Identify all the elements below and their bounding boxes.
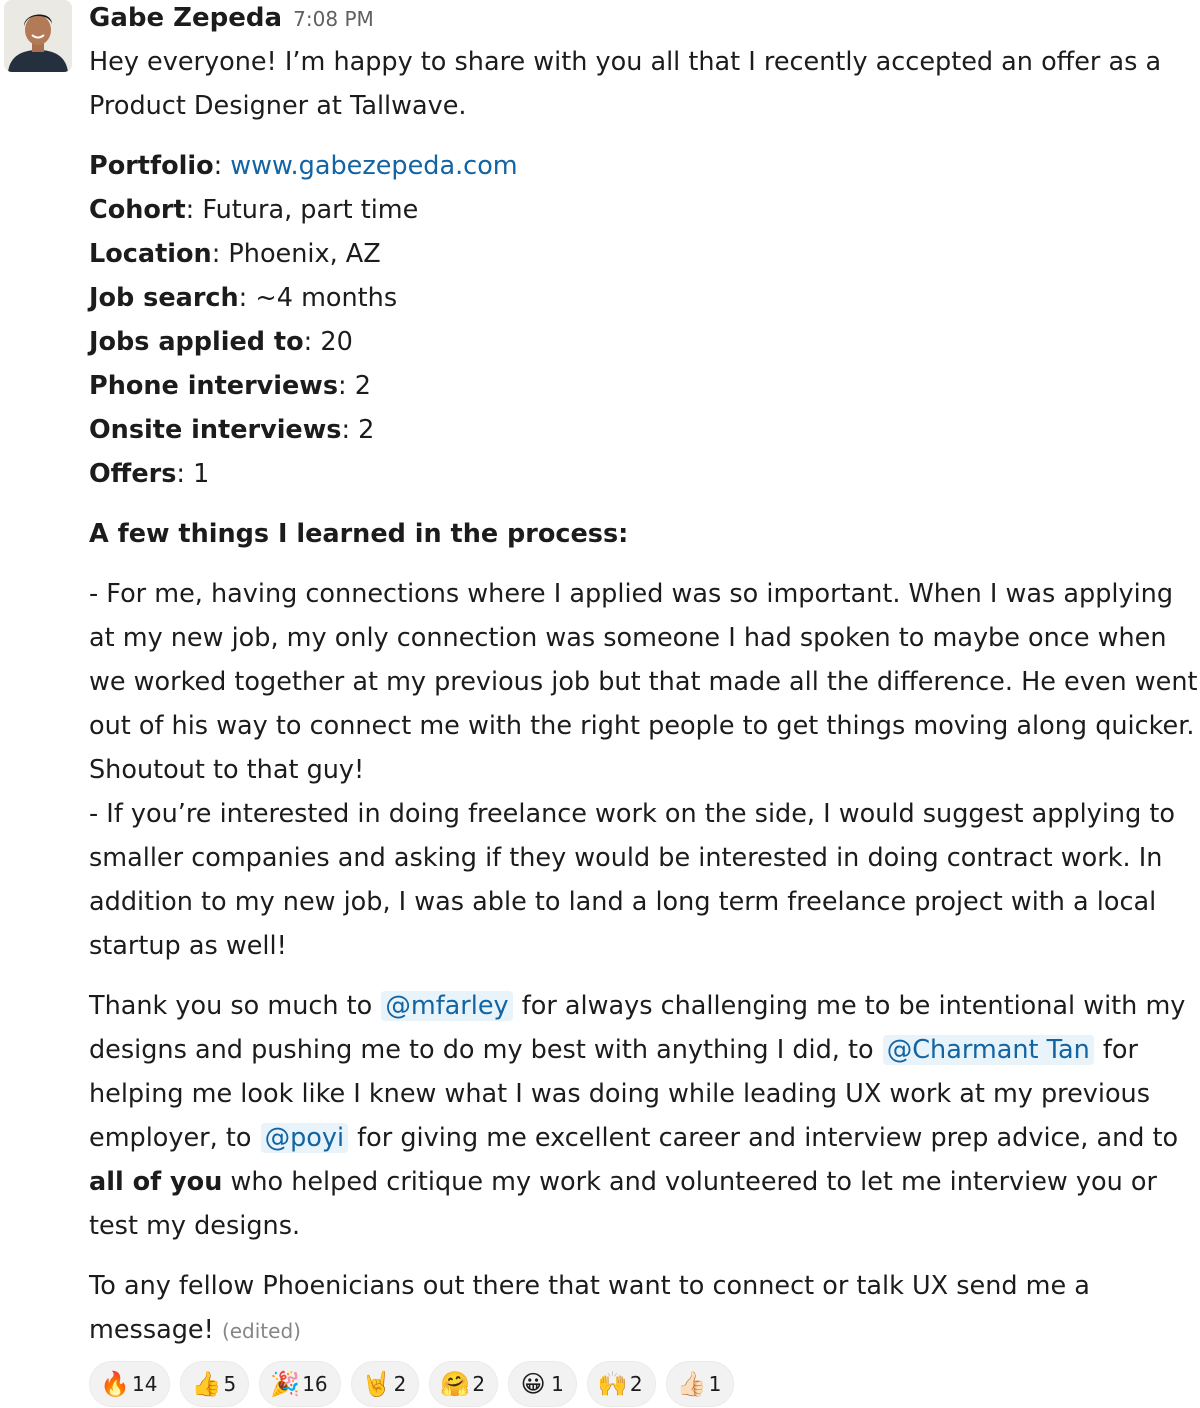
stat-value: Futura, part time	[202, 195, 419, 225]
hugging-face-icon: 🤗	[440, 1370, 471, 1398]
reaction-count: 2	[472, 1372, 486, 1396]
portfolio-link[interactable]: www.gabezepeda.com	[230, 151, 518, 181]
stat-row: Phone interviews: 2	[89, 371, 371, 401]
reaction-count: 2	[629, 1372, 643, 1396]
edited-label: (edited)	[221, 1319, 301, 1343]
stat-label: Location	[89, 239, 212, 269]
stats-list	[89, 144, 1199, 496]
reaction-count: 1	[708, 1372, 722, 1396]
thanks-text: for helping me look like I knew what I was doing while leading UX work at my previous employer, to	[89, 1035, 1151, 1153]
thanks-text: Thank you so much to	[89, 991, 373, 1021]
stat-row: Job search: ~4 months	[89, 283, 398, 313]
mention-charmant-tan[interactable]: @Charmant Tan	[883, 1035, 1094, 1065]
reaction-rock-on[interactable]	[351, 1361, 420, 1407]
stat-label: Jobs applied to	[89, 327, 304, 357]
thumbs-up-light-icon: 👍🏻	[676, 1370, 707, 1398]
thanks-text: who helped critique my work and volunteered to let me interview you or test my designs.	[89, 1167, 1157, 1241]
rock-on-icon: 🤘	[361, 1370, 392, 1398]
thanks-text: for always challenging me to be intentional with my designs and pushing me to do my best with anything I did, to	[89, 991, 1186, 1065]
stat-value: 2	[354, 371, 371, 401]
mention-poyi[interactable]: @poyi	[261, 1123, 348, 1153]
fire-icon: 🔥	[100, 1370, 130, 1398]
grinning-face-icon: 😀	[520, 1370, 546, 1398]
reactions-bar	[89, 1361, 734, 1407]
stat-row: Jobs applied to: 20	[89, 327, 353, 357]
reaction-count: 5	[223, 1372, 237, 1396]
stat-label: Cohort	[89, 195, 186, 225]
stat-label: Phone interviews	[89, 371, 339, 401]
raising-hands-icon: 🙌	[597, 1370, 628, 1398]
stat-label: Portfolio	[89, 151, 214, 181]
stat-label: Offers	[89, 459, 177, 489]
reaction-fire[interactable]	[89, 1361, 170, 1407]
list-item: - If you’re interested in doing freelance work on the side, I would suggest applying to smaller companies and asking if they would be interested in doing contract work. In addition to my new job, I was able to land a long term freelance project with a local startup as well!	[89, 799, 1175, 961]
reaction-grin[interactable]	[508, 1361, 577, 1407]
stat-value: 20	[320, 327, 353, 357]
stat-value: 1	[193, 459, 210, 489]
reaction-party[interactable]	[259, 1361, 340, 1407]
message-header	[89, 0, 1199, 36]
intro-paragraph: Hey everyone! I’m happy to share with you all that I recently accepted an offer as a Product Designer at Tallwave.	[89, 47, 1162, 121]
list-item: - For me, having connections where I applied was so important. When I was applying at my new job, my only connection was someone I had spoken to maybe once when we worked together at my previous job but that made all the difference. He even went out of his way to connect me with the right people to get things moving along quicker. Shoutout to that guy!	[89, 579, 1198, 785]
stat-value: Phoenix, AZ	[228, 239, 381, 269]
thanks-bold: all of you	[89, 1167, 223, 1197]
avatar[interactable]	[4, 0, 72, 72]
closing-paragraph	[89, 1264, 1199, 1353]
stat-value: ~4 months	[255, 283, 398, 313]
reaction-thumbs-up-light[interactable]	[666, 1361, 735, 1407]
thanks-paragraph	[89, 984, 1199, 1248]
message-content	[89, 0, 1199, 1353]
reaction-count: 16	[302, 1372, 328, 1396]
stat-label: Onsite interviews	[89, 415, 342, 445]
reaction-count: 2	[393, 1372, 407, 1396]
avatar-photo	[4, 0, 72, 72]
reaction-count: 1	[551, 1372, 564, 1396]
mention-mfarley[interactable]: @mfarley	[381, 991, 512, 1021]
reaction-thumbs-up[interactable]	[180, 1361, 249, 1407]
stat-row: Location: Phoenix, AZ	[89, 239, 381, 269]
stat-row: Cohort: Futura, part time	[89, 195, 419, 225]
stat-label: Job search	[89, 283, 239, 313]
reaction-hug[interactable]	[429, 1361, 498, 1407]
stat-value: 2	[358, 415, 375, 445]
thumbs-up-icon: 👍	[191, 1370, 222, 1398]
timestamp[interactable]: 7:08 PM	[293, 7, 374, 31]
closing-text: To any fellow Phoenicians out there that want to connect or talk UX send me a message!	[89, 1271, 1090, 1345]
lessons-list	[89, 572, 1199, 968]
stat-row: Onsite interviews: 2	[89, 415, 375, 445]
stat-row: Offers: 1	[89, 459, 210, 489]
thanks-text: for giving me excellent career and interview prep advice, and to	[357, 1123, 1179, 1153]
reaction-raising-hands[interactable]	[587, 1361, 656, 1407]
sender-name[interactable]: Gabe Zepeda	[89, 3, 283, 33]
stat-row: Portfolio: www.gabezepeda.com	[89, 151, 518, 181]
party-popper-icon: 🎉	[270, 1370, 301, 1398]
section-heading: A few things I learned in the process:	[89, 519, 629, 549]
reaction-count: 14	[132, 1372, 158, 1396]
message-body	[89, 40, 1199, 1353]
